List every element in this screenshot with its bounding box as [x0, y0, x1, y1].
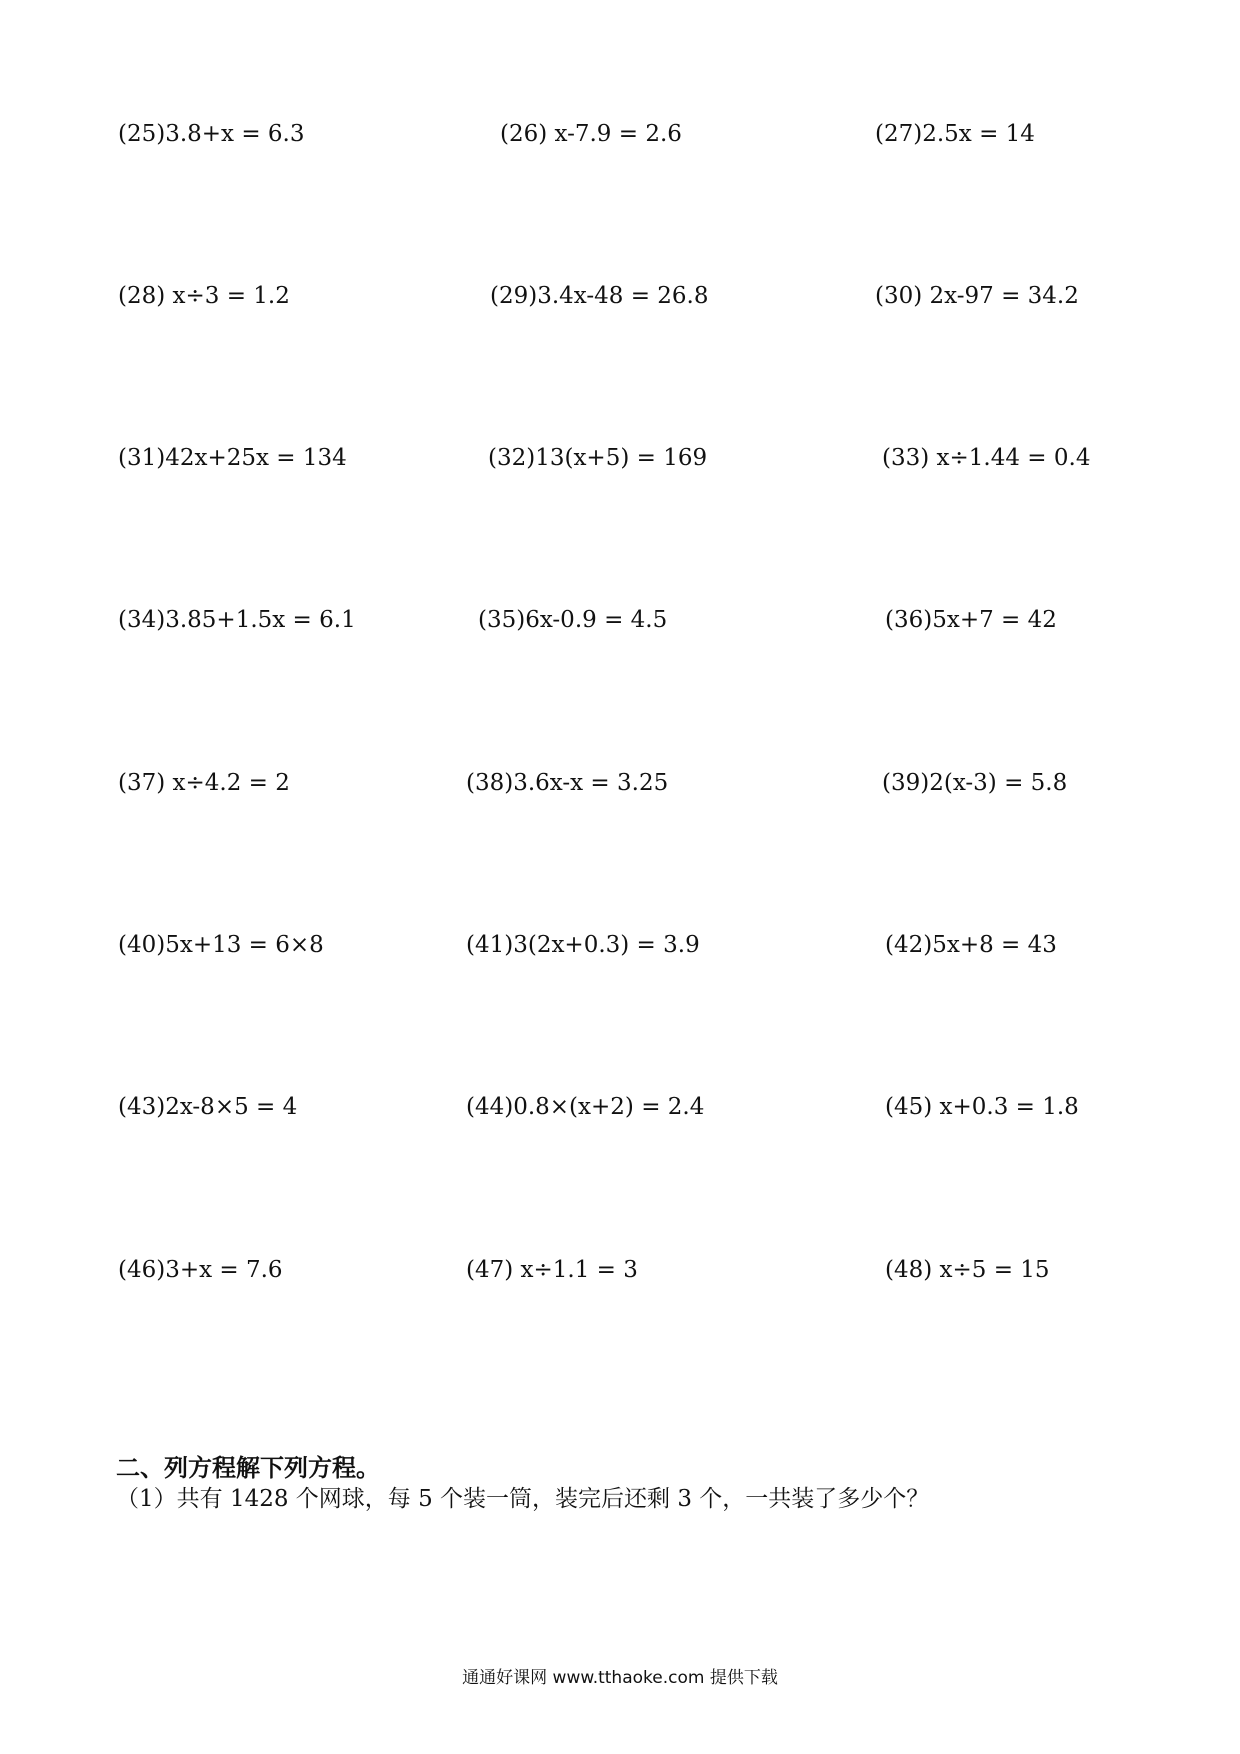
- equation-38: (38)3.6x-x = 3.25: [466, 770, 669, 796]
- equation-47: (47) x÷1.1 = 3: [466, 1257, 638, 1283]
- equation-28: (28) x÷3 = 1.2: [118, 283, 290, 309]
- equation-27: (27)2.5x = 14: [875, 121, 1035, 147]
- equation-36: (36)5x+7 = 42: [885, 607, 1057, 633]
- equation-26: (26) x-7.9 = 2.6: [500, 121, 682, 147]
- equation-44: (44)0.8×(x+2) = 2.4: [466, 1094, 705, 1120]
- equation-29: (29)3.4x-48 = 26.8: [490, 283, 709, 309]
- equation-25: (25)3.8+x = 6.3: [118, 121, 305, 147]
- equation-39: (39)2(x-3) = 5.8: [882, 770, 1068, 796]
- equation-43: (43)2x-8×5 = 4: [118, 1094, 298, 1120]
- equation-30: (30) 2x-97 = 34.2: [875, 283, 1079, 309]
- equation-34: (34)3.85+1.5x = 6.1: [118, 607, 356, 633]
- equation-46: (46)3+x = 7.6: [118, 1257, 283, 1283]
- equation-48: (48) x÷5 = 15: [885, 1257, 1050, 1283]
- equation-33: (33) x÷1.44 = 0.4: [882, 445, 1091, 471]
- equation-40: (40)5x+13 = 6×8: [118, 932, 324, 958]
- equation-31: (31)42x+25x = 134: [118, 445, 347, 471]
- equation-37: (37) x÷4.2 = 2: [118, 770, 290, 796]
- equation-32: (32)13(x+5) = 169: [488, 445, 708, 471]
- footer-source: 通通好课网 www.tthaoke.com 提供下载: [462, 1668, 778, 1688]
- section-title: 二、列方程解下列方程。: [116, 1454, 380, 1482]
- equation-45: (45) x+0.3 = 1.8: [885, 1094, 1079, 1120]
- word-problem-1: （1）共有 1428 个网球，每 5 个装一筒，装完后还剩 3 个，一共装了多少个？: [116, 1486, 930, 1512]
- equation-42: (42)5x+8 = 43: [885, 932, 1057, 958]
- equation-35: (35)6x-0.9 = 4.5: [478, 607, 668, 633]
- equation-41: (41)3(2x+0.3) = 3.9: [466, 932, 700, 958]
